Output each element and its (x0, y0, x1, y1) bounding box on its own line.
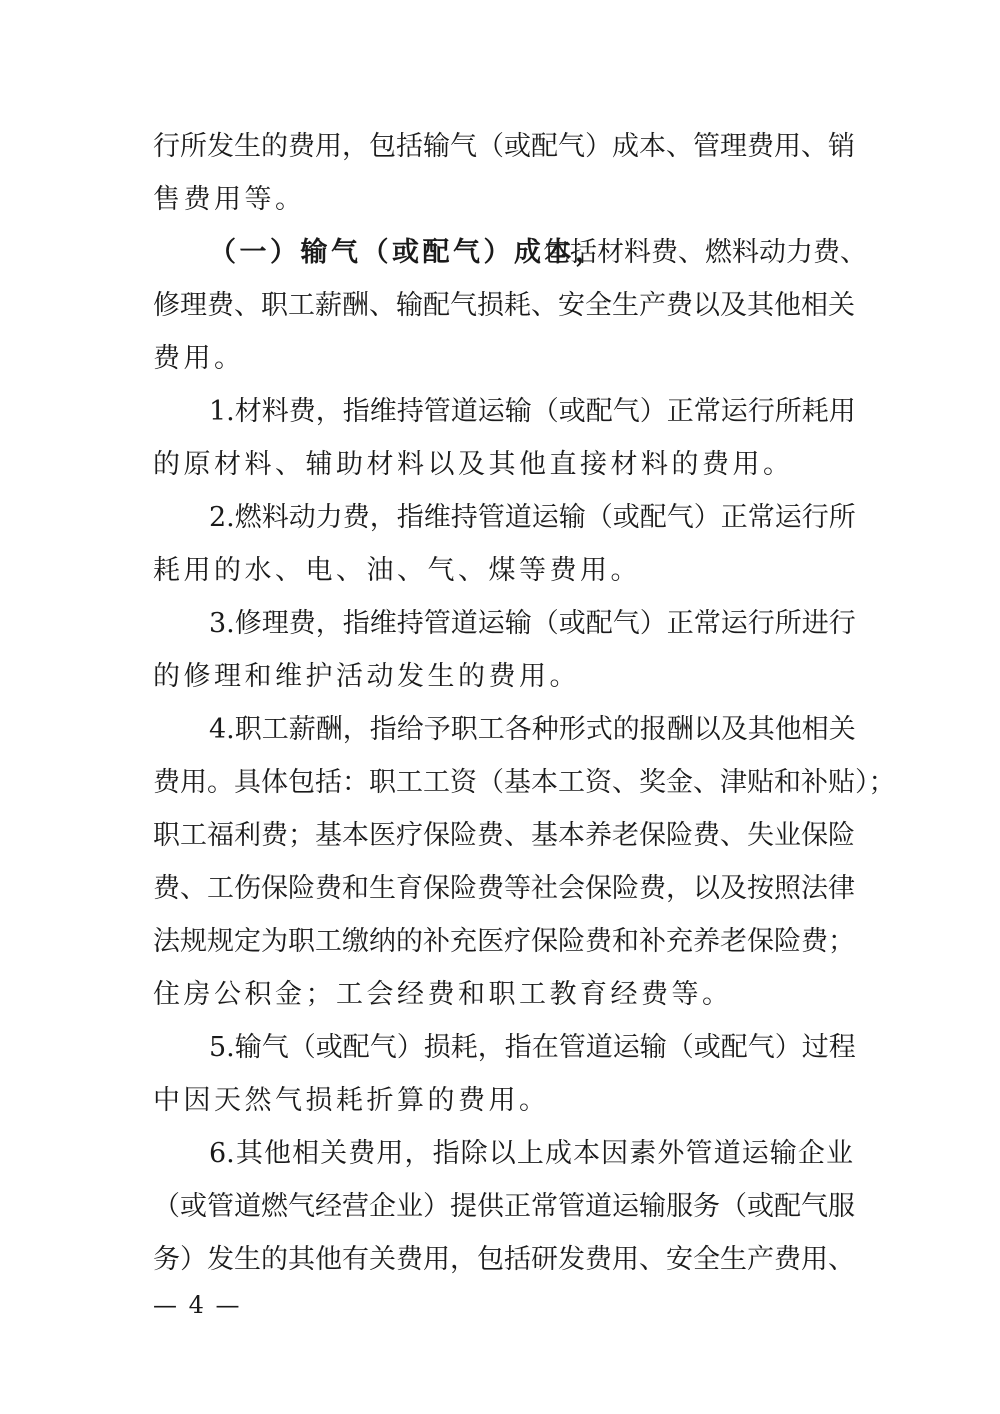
list-item-line: 1.材料费，指维持管道运输（或配气）正常运行所耗用 (209, 396, 856, 427)
paragraph-line: 行所发生的费用，包括输气（或配气）成本、管理费用、销 (153, 131, 855, 162)
paragraph-line: 修理费、职工薪酬、输配气损耗、安全生产费以及其他相关 (153, 290, 855, 321)
list-item-line: 住房公积金；工会经费和职工教育经费等。 (153, 979, 733, 1010)
paragraph-line: 售费用等。 (153, 184, 306, 215)
list-item-line: 4.职工薪酬，指给予职工各种形式的报酬以及其他相关 (209, 714, 856, 745)
list-item-line: 6.其他相关费用，指除以上成本因素外管道运输企业 (209, 1138, 853, 1169)
list-item-line: 职工福利费；基本医疗保险费、基本养老保险费、失业保险 (153, 820, 855, 851)
paragraph-line: 费用。 (153, 343, 245, 374)
paragraph-line: 包括材料费、燃料动力费、 (543, 237, 867, 268)
list-item-line: 费用。具体包括：职工工资（基本工资、奖金、津贴和补贴）； (153, 767, 896, 798)
list-item-line: 3.修理费，指维持管道运输（或配气）正常运行所进行 (209, 608, 856, 639)
list-item-line: 2.燃料动力费，指维持管道运输（或配气）正常运行所 (209, 502, 856, 533)
list-item-line: 的修理和维护活动发生的费用。 (153, 661, 580, 692)
list-item-line: 5.输气（或配气）损耗，指在管道运输（或配气）过程 (209, 1032, 856, 1063)
list-item-line: 费、工伤保险费和生育保险费等社会保险费，以及按照法律 (153, 873, 855, 904)
page-number: — 4 — (153, 1291, 242, 1319)
list-item-line: 耗用的水、电、油、气、煤等费用。 (153, 555, 641, 586)
list-item-line: 中因天然气损耗折算的费用。 (153, 1085, 550, 1116)
list-item-line: 的原材料、辅助材料以及其他直接材料的费用。 (153, 449, 794, 480)
list-item-line: （或管道燃气经营企业）提供正常管道运输服务（或配气服 (153, 1191, 855, 1222)
section-heading: （一）输气（或配气）成本， (209, 237, 606, 268)
list-item-line: 法规规定为职工缴纳的补充医疗保险费和补充养老保险费； (153, 926, 855, 957)
list-item-line: 务）发生的其他有关费用，包括研发费用、安全生产费用、 (153, 1244, 855, 1275)
